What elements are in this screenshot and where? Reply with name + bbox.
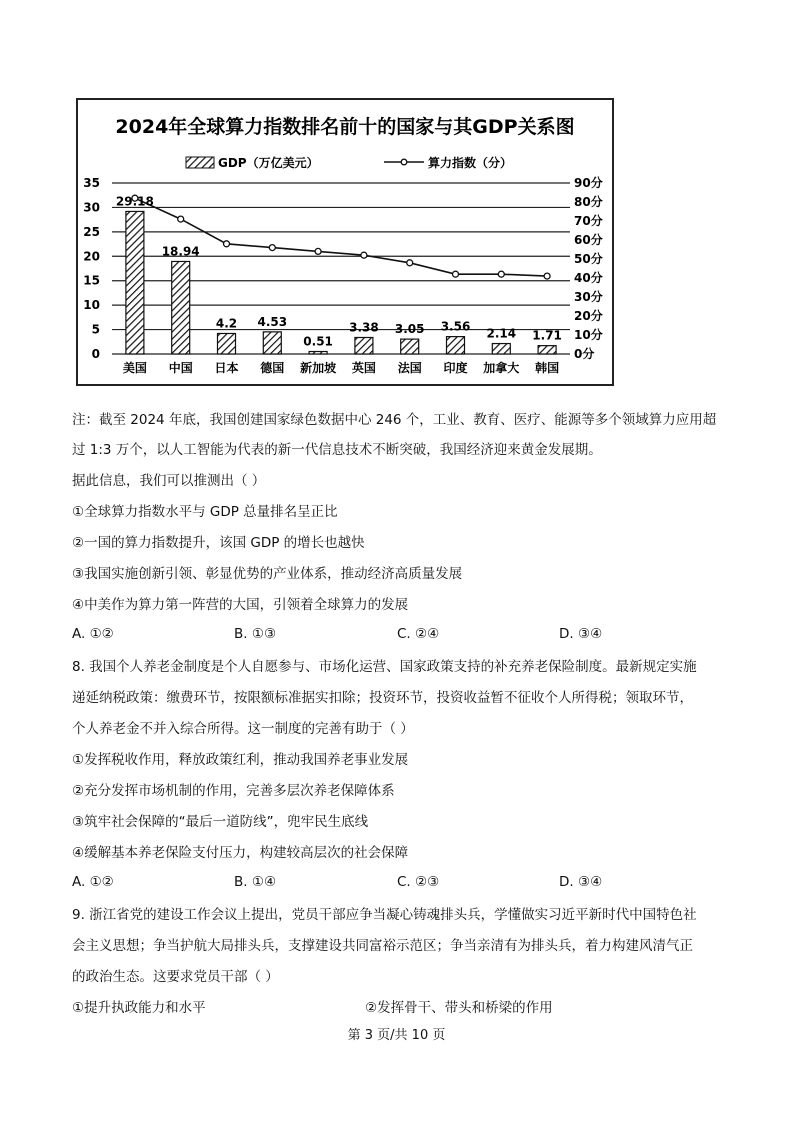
q7-option-c[interactable]: C. ②④ bbox=[397, 626, 440, 642]
q9-stem-line-2: 会主义思想；争当护航大局排头兵，支撑建设共同富裕示范区；争当亲清有为排头兵，着力构建风清气正 bbox=[72, 938, 693, 954]
gdp-data-label: 18.94 bbox=[161, 244, 200, 259]
q8-item-1: ①发挥税收作用，释放政策红利，推动我国养老事业发展 bbox=[72, 752, 409, 768]
gdp-data-label: 3.56 bbox=[440, 319, 471, 334]
y-left-tick-label: 25 bbox=[83, 224, 100, 239]
q8-option-d[interactable]: D. ③④ bbox=[559, 874, 603, 890]
q9-stem-line-1: 9. 浙江省党的建设工作会议上提出，党员干部应争当凝心铸魂排头兵，学懂做实习近平新时代中国特色社 bbox=[72, 907, 697, 923]
gdp-data-label: 4.2 bbox=[215, 316, 238, 331]
q7-item-1: ①全球算力指数水平与 GDP 总量排名呈正比 bbox=[72, 504, 338, 520]
y-right-tick-label: 0分 bbox=[574, 347, 595, 361]
q9-item-1: ①提升执政能力和水平 bbox=[72, 1000, 206, 1016]
chart-note-line-2: 过 1:3 万个，以人工智能为代表的新一代信息技术不断突破，我国经济迎来黄金发展期。 bbox=[72, 442, 602, 458]
legend-line-marker bbox=[401, 159, 407, 165]
chart-note-line-1: 注：截至 2024 年底，我国创建国家绿色数据中心 246 个，工业、教育、医疗、能源等多个领域算力应用超 bbox=[72, 412, 717, 428]
compute-index-point bbox=[178, 216, 184, 222]
y-left-tick-label: 5 bbox=[91, 322, 100, 337]
q7-option-a[interactable]: A. ①② bbox=[72, 626, 114, 642]
q8-item-2: ②充分发挥市场机制的作用，完善多层次养老保障体系 bbox=[72, 783, 395, 799]
page-footer: 第 3 页/共 10 页 bbox=[347, 1028, 446, 1043]
q9-item-2: ②发挥骨干、带头和桥梁的作用 bbox=[365, 1000, 553, 1016]
gdp-data-label: 3.38 bbox=[349, 320, 379, 335]
y-right-tick-label: 80分 bbox=[574, 195, 603, 209]
category-label: 韩国 bbox=[535, 361, 560, 375]
y-right-tick-label: 40分 bbox=[574, 271, 603, 285]
gdp-data-label: 3.05 bbox=[394, 322, 425, 337]
q9-stem-line-3: 的政治生态。这要求党员干部（ ） bbox=[72, 969, 279, 985]
category-label: 德国 bbox=[260, 361, 285, 375]
y-left-tick-label: 15 bbox=[83, 273, 100, 288]
q8-option-a[interactable]: A. ①② bbox=[72, 874, 114, 890]
chart-canvas bbox=[78, 100, 612, 384]
category-label: 法国 bbox=[397, 361, 422, 375]
category-label: 印度 bbox=[443, 361, 468, 375]
compute-index-point bbox=[315, 248, 321, 254]
y-left-tick-label: 10 bbox=[83, 298, 100, 313]
category-label: 中国 bbox=[168, 361, 193, 375]
y-right-tick-label: 30分 bbox=[574, 290, 603, 304]
gdp-bar bbox=[309, 352, 327, 354]
q8-stem-line-3: 个人养老金不并入综合所得。这一制度的完善有助于（ ） bbox=[72, 721, 414, 737]
gdp-bar bbox=[218, 333, 236, 354]
y-left-tick-label: 35 bbox=[83, 176, 100, 190]
gdp-bar bbox=[172, 261, 190, 354]
gdp-compute-chart bbox=[76, 98, 614, 386]
category-label: 英国 bbox=[351, 361, 376, 375]
y-right-tick-label: 50分 bbox=[574, 252, 603, 266]
compute-index-point bbox=[544, 273, 550, 279]
gdp-bar bbox=[401, 339, 419, 354]
chart-title: 2024年全球算力指数排名前十的国家与其GDP关系图 bbox=[115, 116, 575, 138]
category-label: 美国 bbox=[122, 361, 147, 375]
q7-item-2: ②一国的算力指数提升，该国 GDP 的增长也越快 bbox=[72, 535, 365, 551]
gdp-bar bbox=[538, 346, 556, 354]
q8-option-b[interactable]: B. ①④ bbox=[234, 874, 277, 890]
gdp-data-label: 29.18 bbox=[115, 194, 154, 209]
q8-stem-line-1: 8. 我国个人养老金制度是个人自愿参与、市场化运营、国家政策支持的补充养老保险制度。最新规定实施 bbox=[72, 659, 697, 675]
compute-index-point bbox=[269, 245, 275, 251]
q7-item-4: ④中美作为算力第一阵营的大国，引领着全球算力的发展 bbox=[72, 597, 409, 613]
q8-item-3: ③筑牢社会保障的“最后一道防线”，兜牢民生底线 bbox=[72, 814, 369, 830]
compute-index-point bbox=[453, 271, 459, 277]
compute-index-line bbox=[135, 198, 547, 276]
y-left-tick-label: 20 bbox=[83, 249, 100, 264]
gdp-bar bbox=[492, 344, 510, 354]
y-left-tick-label: 0 bbox=[91, 347, 100, 361]
category-label: 日本 bbox=[214, 361, 239, 375]
y-right-tick-label: 70分 bbox=[574, 214, 603, 228]
y-right-tick-label: 20分 bbox=[574, 309, 603, 323]
gdp-data-label: 1.71 bbox=[532, 328, 562, 343]
legend-line-label: 算力指数（分） bbox=[428, 156, 513, 170]
compute-index-point bbox=[498, 271, 504, 277]
compute-index-point bbox=[224, 241, 230, 247]
q7-option-d[interactable]: D. ③④ bbox=[559, 626, 603, 642]
gdp-bar bbox=[355, 337, 373, 354]
compute-index-point bbox=[361, 252, 367, 258]
q7-stem: 据此信息，我们可以推测出（ ） bbox=[72, 473, 266, 489]
q8-option-c[interactable]: C. ②③ bbox=[397, 874, 440, 890]
q7-item-3: ③我国实施创新引领、彰显优势的产业体系，推动经济高质量发展 bbox=[72, 566, 463, 582]
legend-bar-swatch bbox=[186, 157, 214, 168]
category-label: 新加坡 bbox=[300, 361, 337, 375]
y-right-tick-label: 10分 bbox=[574, 328, 603, 342]
gdp-bar bbox=[263, 332, 281, 354]
gdp-data-label: 0.51 bbox=[303, 334, 333, 349]
legend-bar-label: GDP（万亿美元） bbox=[218, 156, 319, 170]
q8-options bbox=[72, 874, 724, 894]
category-label: 加拿大 bbox=[483, 361, 520, 375]
q7-option-b[interactable]: B. ①③ bbox=[234, 626, 277, 642]
y-left-tick-label: 30 bbox=[83, 200, 100, 215]
q8-stem-line-2: 递延纳税政策：缴费环节，按限额标准据实扣除；投资环节，投资收益暂不征收个人所得税；领取环节， bbox=[72, 690, 693, 706]
gdp-bar bbox=[447, 337, 465, 354]
q8-item-4: ④缓解基本养老保险支付压力，构建较高层次的社会保障 bbox=[72, 845, 409, 861]
gdp-data-label: 4.53 bbox=[257, 314, 288, 329]
gdp-bar bbox=[126, 211, 144, 354]
gdp-data-label: 2.14 bbox=[486, 326, 517, 341]
q7-options bbox=[72, 626, 724, 646]
compute-index-point bbox=[407, 260, 413, 266]
y-right-tick-label: 60分 bbox=[574, 233, 603, 247]
y-right-tick-label: 90分 bbox=[574, 176, 603, 190]
